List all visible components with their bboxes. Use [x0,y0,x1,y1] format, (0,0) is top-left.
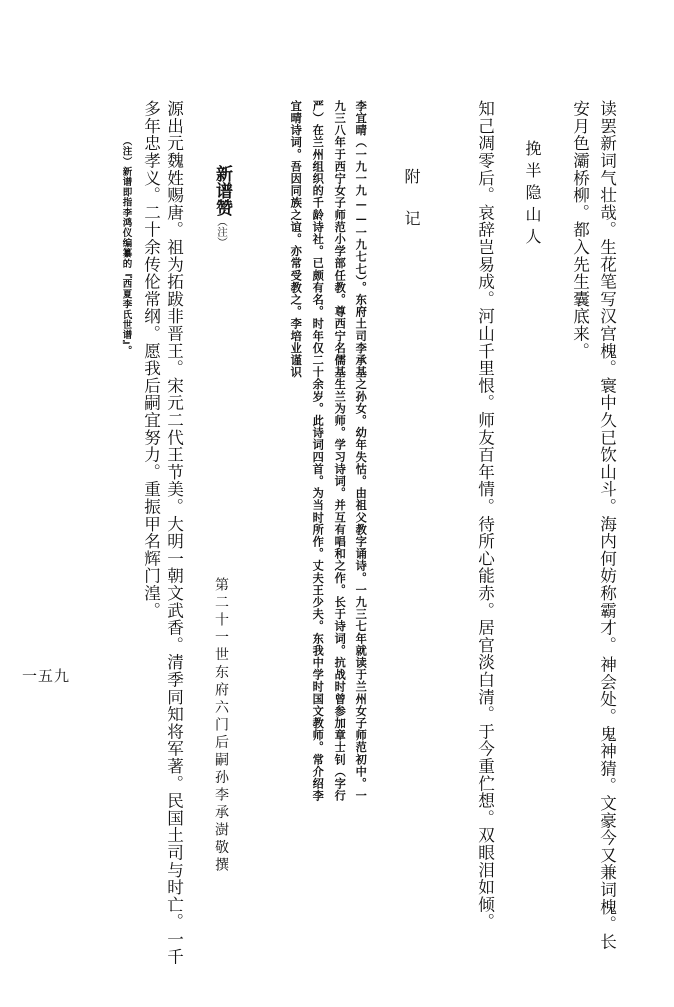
eulogy-footnote: （注）新谱即指李鸿仪编纂的『西夏李氏世谱』。 [120,136,132,356]
poem2-line: 知己凋零后。哀辞岂易成。河山千里恨。师友百年情。待所心能赤。居官淡白清。于今重伫想。双眼泪如倾。 [475,100,495,931]
poem1-line1-bottom: 神会处。鬼神猜。文豪今又兼词槐。长 [597,656,617,951]
appendix-line-2: 九三八年于西宁女子师范小学部任教。尊西宁名儒基生兰为师。学习诗词。并互有唱和之作。长于诗词。抗战时曾参加章士钊（字行 [333,100,348,802]
eulogy-line-2: 多年忠孝义。二十余传伦常纲。愿我后嗣宜努力。重振甲名辉门湟。 [141,100,161,619]
eulogy-title [213,165,230,248]
appendix-line-1: 李宜晴（一九一九——一九七七）。东府土司李承基之孙女。幼年失怙。由祖父教字诵诗。一九三七年就读于兰州女子师范初中。一 [354,100,369,802]
eulogy-author: 第二十一世东府六门后嗣孙李承澍敬撰 [213,577,229,875]
page-number: 一五九 [22,667,71,685]
appendix-line-4: 宜晴诗词。吾因同族之谊。亦常受教之。李培业谨识 [289,100,304,379]
eulogy-title-text: 新谱赞 [212,165,232,216]
poem1-line1-top: 读罢新词气壮哉。生花笔写汉宫槐。寰中久已饮山斗。海内何妨称霸才。 [597,100,617,654]
poem2-title: 挽半隐山人 [523,140,542,250]
eulogy-title-note: （注） [216,216,228,248]
appendix-line-3: 严）在兰州组织的千龄诗社。已颇有名。时年仅二十余岁。此诗词四首。为当时所作。丈夫王少夫。东我中学时国文教师。常介绍李 [311,100,326,802]
poem1-line2: 安月色灞桥柳。都入先生囊底来。 [570,100,590,360]
appendix-title: 附记 [402,168,421,252]
eulogy-line-1: 源出元魏姓赐唐。祖为拓跋非晋王。宋元二代王节美。大明一朝文武香。清季同知将军著。民国土司与时亡。一千 [164,100,184,965]
